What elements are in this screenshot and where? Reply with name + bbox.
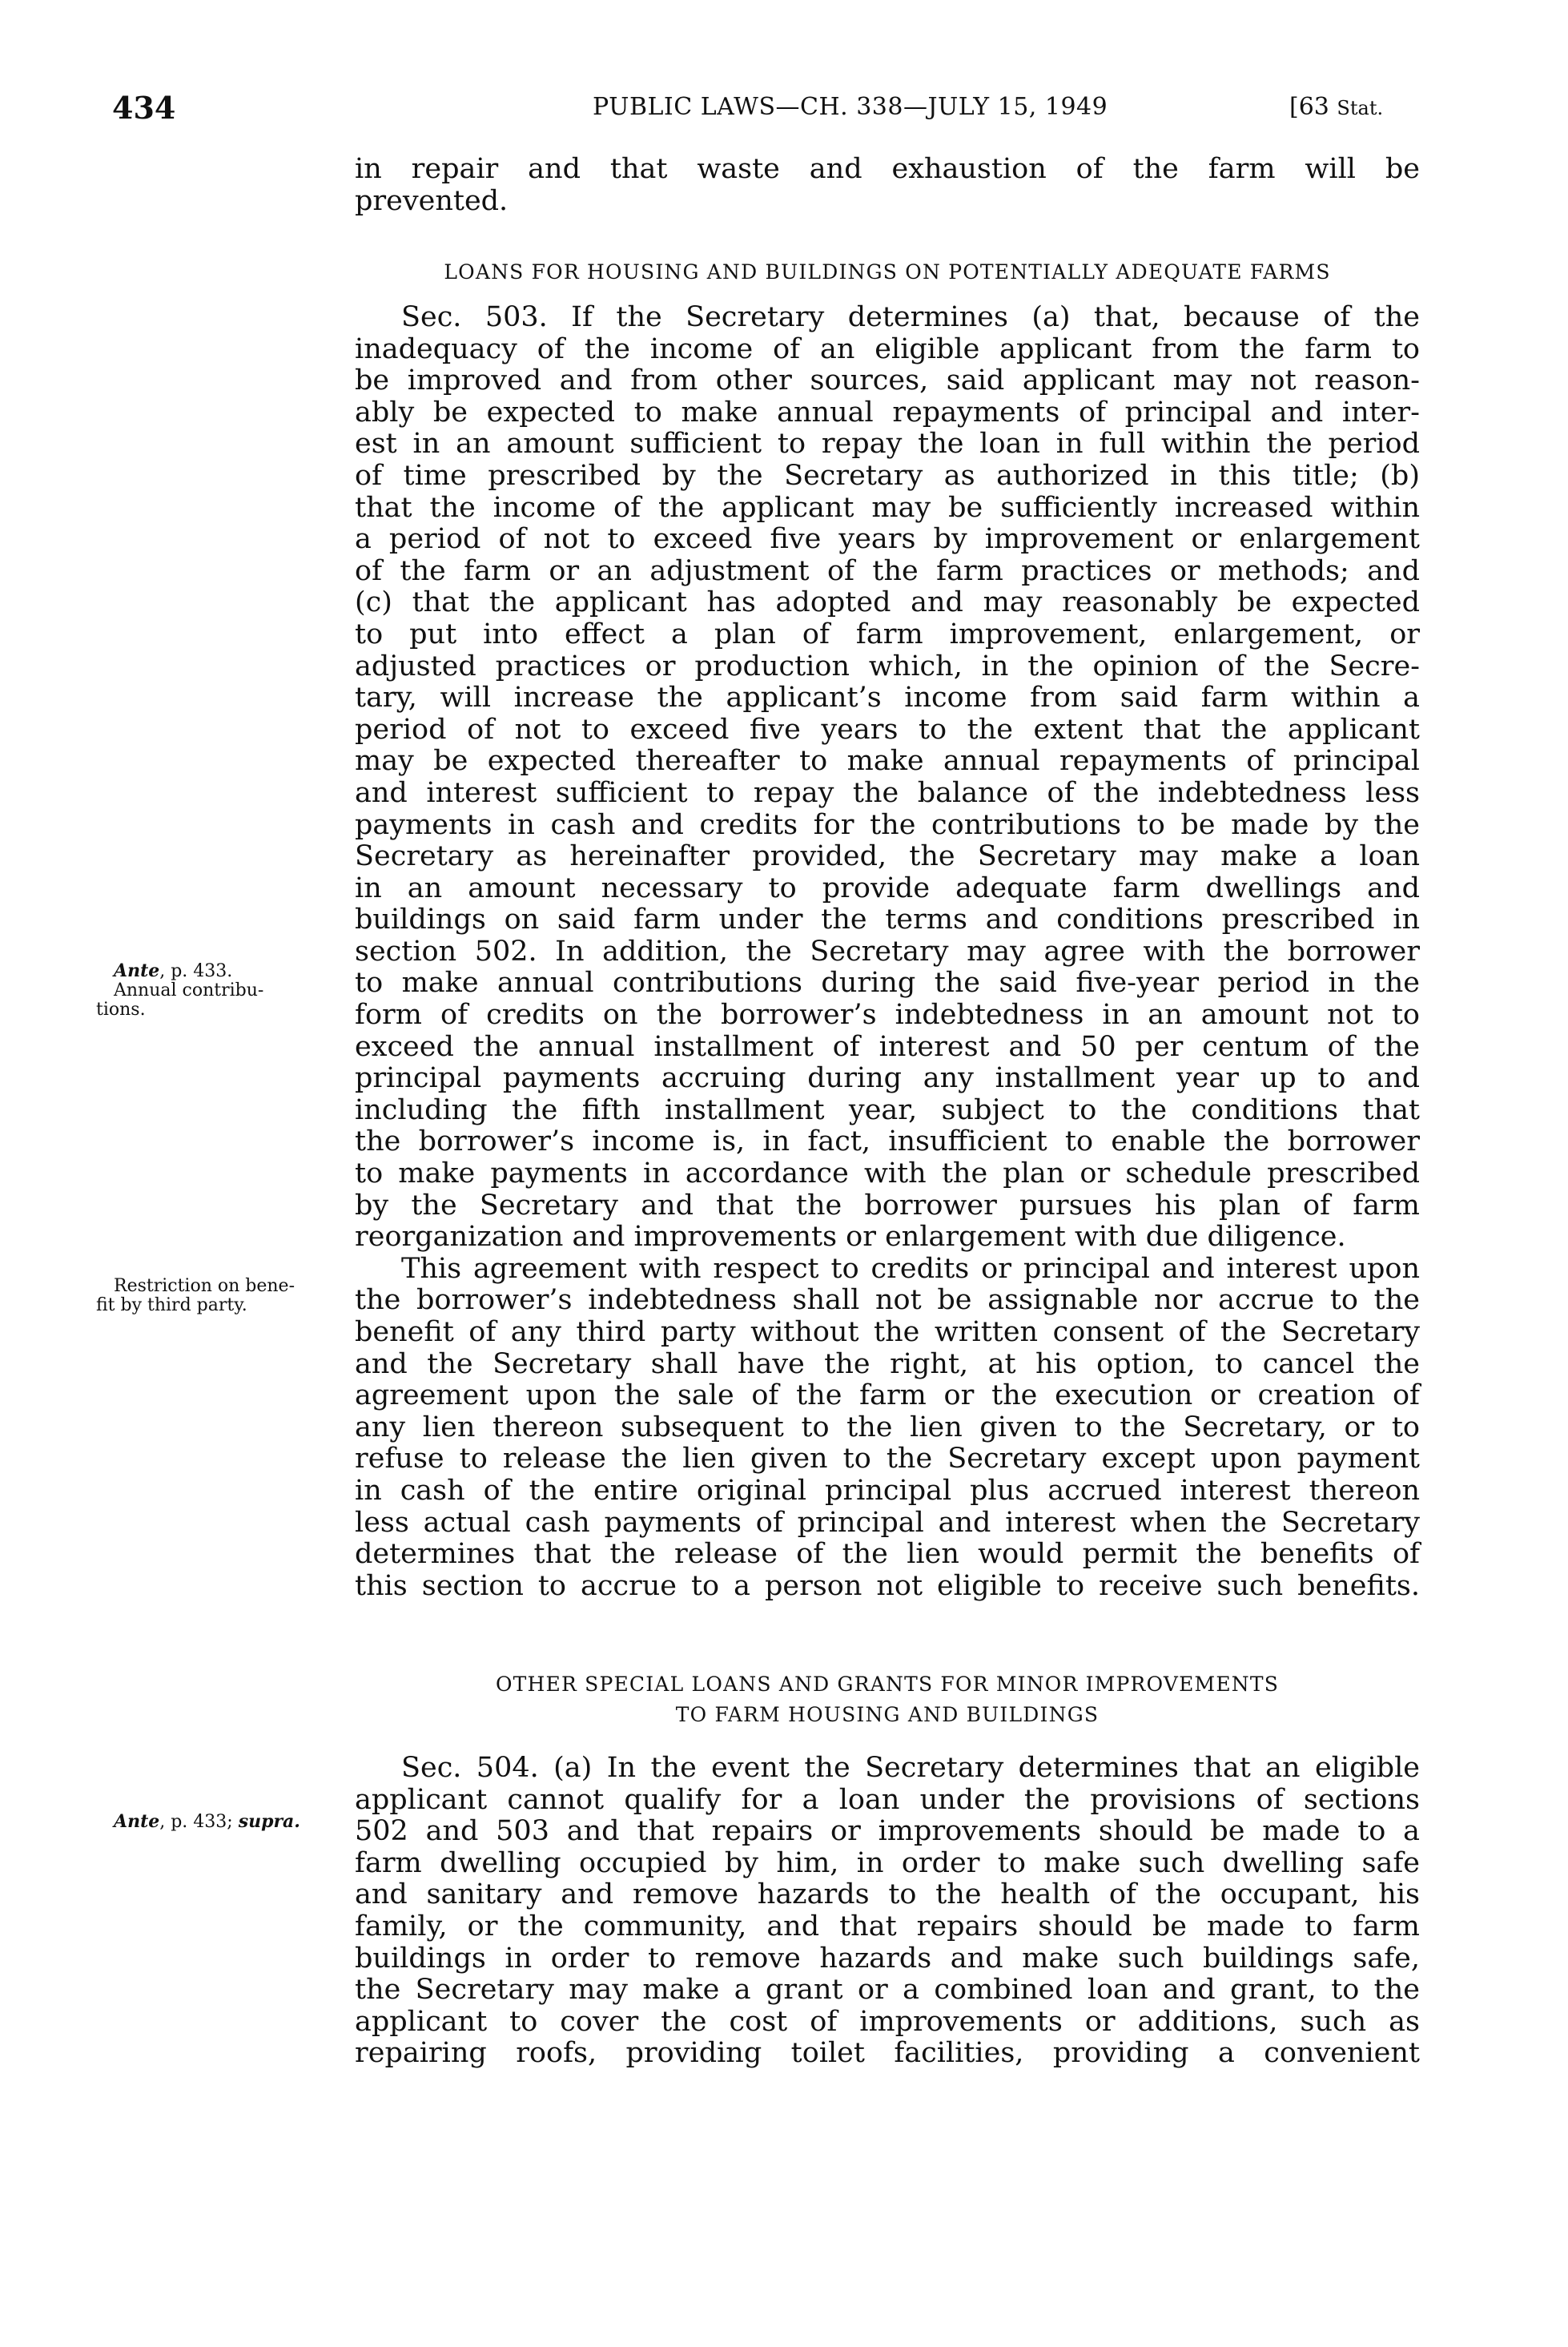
text-line: to put into effect a plan of farm improvement, enlargement, or	[355, 618, 1420, 650]
text-line: the borrower’s indebtedness shall not be assignable nor accrue to the	[355, 1284, 1420, 1317]
statute-abbrev: Stat.	[1337, 97, 1384, 119]
text-line: period of not to exceed five years to the extent that the applicant	[355, 713, 1420, 746]
text-line: and the Secretary shall have the right, at his option, to cancel the	[355, 1347, 1420, 1380]
section-heading: OTHER SPECIAL LOANS AND GRANTS FOR MINOR IMPROVEMENTS	[495, 1673, 1280, 1696]
text-line: exceed the annual installment of interest and 50 per centum of the	[355, 1030, 1420, 1063]
text-line: ably be expected to make annual repayments of principal and inter-	[355, 396, 1420, 429]
section-label: Sec. 503.	[401, 301, 548, 333]
text-line: be improved and from other sources, said applicant may not reason-	[355, 364, 1420, 397]
margin-note-ante-433: Ante, p. 433.	[114, 960, 233, 981]
text-line: in an amount necessary to provide adequate farm dwellings and	[355, 872, 1420, 904]
text-line: Sec. 504. (a) In the event the Secretary determines that an eligible	[401, 1752, 1420, 1784]
text-line: benefit of any third party without the written consent of the Secretary	[355, 1316, 1420, 1348]
text-line: adjusted practices or production which, in the opinion of the Secre-	[355, 650, 1420, 682]
margin-note-annual-contributions: Annual contribu- tions.	[96, 980, 264, 1020]
text-line: of the farm or an adjustment of the farm practices or methods; and	[355, 554, 1420, 587]
text-line: applicant cannot qualify for a loan under the provisions of sections	[355, 1783, 1420, 1816]
text-line: less actual cash payments of principal and interest when the Secretary	[355, 1506, 1420, 1539]
text-line: applicant to cover the cost of improvements or additions, such as	[355, 2005, 1420, 2038]
text-line: of time prescribed by the Secretary as authorized in this title; (b)	[355, 459, 1420, 492]
text-line: Sec. 503. If the Secretary determines (a) that, because of the	[401, 301, 1420, 333]
text-line: reorganization and improvements or enlargement with due diligence.	[355, 1221, 1346, 1254]
text-line: determines that the release of the lien would permit the benefits of	[355, 1538, 1420, 1571]
margin-note-restriction: Restriction on bene- fit by third party.	[96, 1276, 296, 1315]
text-line: this section to accrue to a person not eligible to receive such benefits.	[355, 1569, 1420, 1602]
text-line: in repair and that waste and exhaustion of the farm will be	[355, 153, 1420, 185]
text-line: in cash of the entire original principal plus accrued interest thereon	[355, 1474, 1420, 1507]
text-line: may be expected thereafter to make annual repayments of principal	[355, 745, 1420, 778]
text-line: any lien thereon subsequent to the lien given to the Secretary, or to	[355, 1411, 1420, 1443]
text-line: (c) that the applicant has adopted and may reasonably be expected	[355, 586, 1420, 619]
text-line: to make payments in accordance with the plan or schedule prescribed	[355, 1157, 1420, 1190]
text-line: a period of not to exceed five years by improvement or enlargement	[355, 523, 1420, 556]
section-label: Sec. 504.	[401, 1752, 539, 1784]
text-line: est in an amount sufficient to repay the loan in full within the period	[355, 428, 1420, 461]
text-line: that the income of the applicant may be sufficiently increased within	[355, 491, 1420, 524]
margin-note-ante-433-supra: Ante, p. 433; supra.	[114, 1811, 300, 1832]
page-number: 434	[112, 90, 176, 126]
text-line: repairing roofs, providing toilet facilities, providing a convenient	[355, 2037, 1420, 2070]
text-line: inadequacy of the income of an eligible applicant from the farm to	[355, 332, 1420, 365]
text-line: buildings in order to remove hazards and make such buildings safe,	[355, 1942, 1420, 1975]
text-line: and interest sufficient to repay the balance of the indebtedness less	[355, 776, 1420, 809]
text-line: family, or the community, and that repairs should be made to farm	[355, 1910, 1420, 1942]
text-line: This agreement with respect to credits or principal and interest upon	[401, 1252, 1420, 1285]
text-line: tary, will increase the applicant’s income from said farm within a	[355, 682, 1420, 715]
text-line: farm dwelling occupied by him, in order to make such dwelling safe	[355, 1846, 1420, 1879]
text-line: form of credits on the borrower’s indebtedness in an amount not to	[355, 999, 1420, 1032]
text-line: to make annual contributions during the said five-year period in the	[355, 967, 1420, 1000]
text-line: refuse to release the lien given to the Secretary except upon payment	[355, 1443, 1420, 1475]
text-line: including the fifth installment year, subject to the conditions that	[355, 1093, 1420, 1126]
text-line: buildings on said farm under the terms and conditions prescribed in	[355, 904, 1420, 936]
section-heading-continued: TO FARM HOUSING AND BUILDINGS	[675, 1703, 1100, 1726]
continuation-paragraph	[355, 154, 1420, 217]
text-line: the borrower’s income is, in fact, insufficient to enable the borrower	[355, 1125, 1420, 1158]
statute-reference	[1289, 93, 1383, 121]
text-line: section 502. In addition, the Secretary may agree with the borrower	[355, 935, 1420, 968]
section-504	[355, 1753, 1420, 2070]
text-line: the Secretary may make a grant or a combined loan and grant, to the	[355, 1974, 1420, 2007]
section-503	[355, 302, 1420, 1602]
running-head: PUBLIC LAWS—CH. 338—JULY 15, 1949	[593, 93, 1108, 121]
text-line: Secretary as hereinafter provided, the Secretary may make a loan	[355, 840, 1420, 873]
section-heading: LOANS FOR HOUSING AND BUILDINGS ON POTENTIALLY ADEQUATE FARMS	[444, 260, 1331, 284]
text-line: and sanitary and remove hazards to the health of the occupant, his	[355, 1878, 1420, 1911]
text-line: prevented.	[355, 184, 509, 217]
text-line: agreement upon the sale of the farm or the execution or creation of	[355, 1379, 1420, 1412]
statute-volume: [63	[1289, 93, 1337, 121]
text-line: by the Secretary and that the borrower pursues his plan of farm	[355, 1189, 1420, 1222]
text-line: payments in cash and credits for the contributions to be made by the	[355, 808, 1420, 841]
text-line: principal payments accruing during any installment year up to and	[355, 1062, 1420, 1095]
text-line: 502 and 503 and that repairs or improvements should be made to a	[355, 1815, 1420, 1848]
